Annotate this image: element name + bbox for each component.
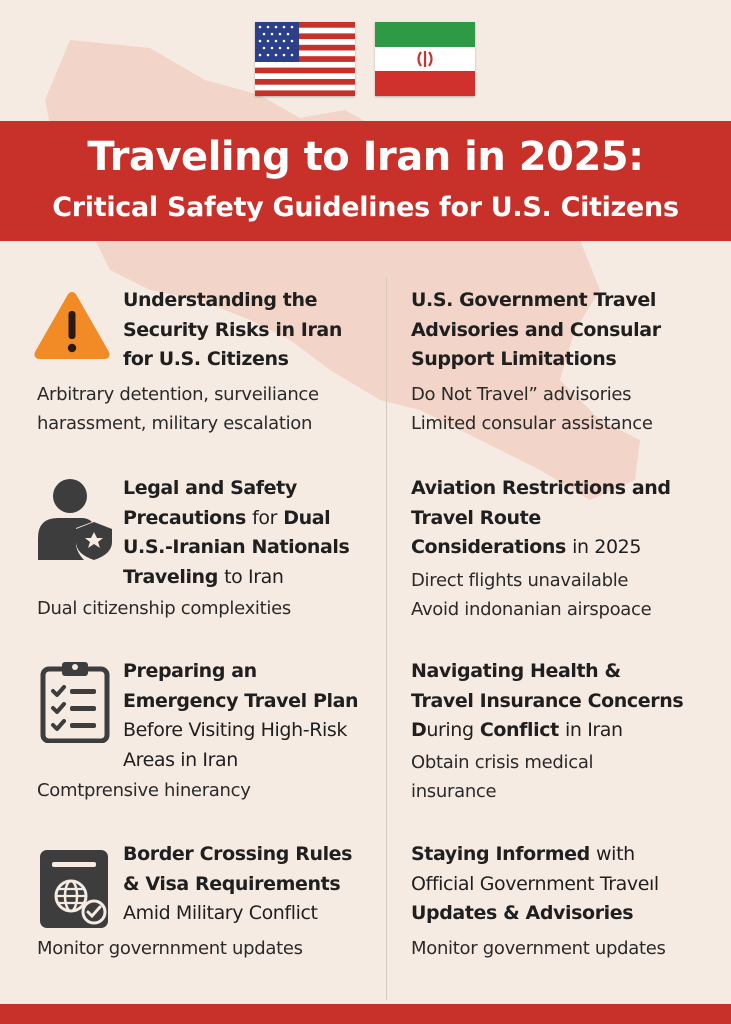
section-3-body: Dual citizenship complexities — [37, 598, 291, 619]
section-2-heading: U.S. Government Travel Advisories and Consular Support Limitations — [411, 289, 661, 370]
section-1-body: Arbitrary detention, surveiliance harassment, military escalation — [37, 384, 319, 434]
section-6-body: Obtain crisis medical insurance — [411, 752, 594, 802]
page-subtitle: Critical Safety Guidelines for U.S. Citizens — [52, 192, 679, 223]
footer-bar — [0, 1004, 731, 1024]
section-5-heading: Preparing an Emergency Travel Plan Before Visiting High-Risk Areas in Iran — [123, 660, 359, 771]
section-3-heading: Legal and Safety Precautions for Dual U.S.-Iranian Nationals Traveling to Iran — [123, 477, 350, 588]
section-7-heading: Border Crossing Rules & Visa Requirements Amid Military Conflict — [123, 843, 353, 924]
section-8-body: Monitor government updates — [411, 938, 666, 959]
passport-globe-icon — [38, 848, 110, 930]
section-5-body: Comtprensive hinerancy — [37, 780, 251, 801]
iran-flag-icon — [375, 22, 475, 96]
checklist-clipboard-icon — [40, 659, 110, 743]
section-4-body: Direct flights unavailable Avoid indonanian airspoace — [411, 570, 652, 620]
us-flag-icon — [255, 22, 355, 96]
page-title: Traveling to Iran in 2025: — [87, 134, 644, 180]
person-shield-icon — [36, 476, 112, 560]
title-banner — [0, 121, 731, 241]
warning-triangle-icon — [32, 289, 112, 361]
section-7-body: Monitor governnment updates — [37, 938, 303, 959]
column-divider — [386, 278, 387, 1000]
section-4-heading: Aviation Restrictions and Travel Route Considerations in 2025 — [411, 477, 671, 558]
section-2-body: Do Not Travel” advisories Limited consular assistance — [411, 384, 653, 434]
section-8-heading: Staying Informed with Official Government Traveıl Updates & Advisories — [411, 843, 659, 924]
section-1-heading: Understanding the Security Risks in Iran for U.S. Citizens — [123, 289, 342, 370]
section-6-heading: Navigating Health & Travel Insurance Concerns During Conflict in Iran — [411, 660, 684, 741]
